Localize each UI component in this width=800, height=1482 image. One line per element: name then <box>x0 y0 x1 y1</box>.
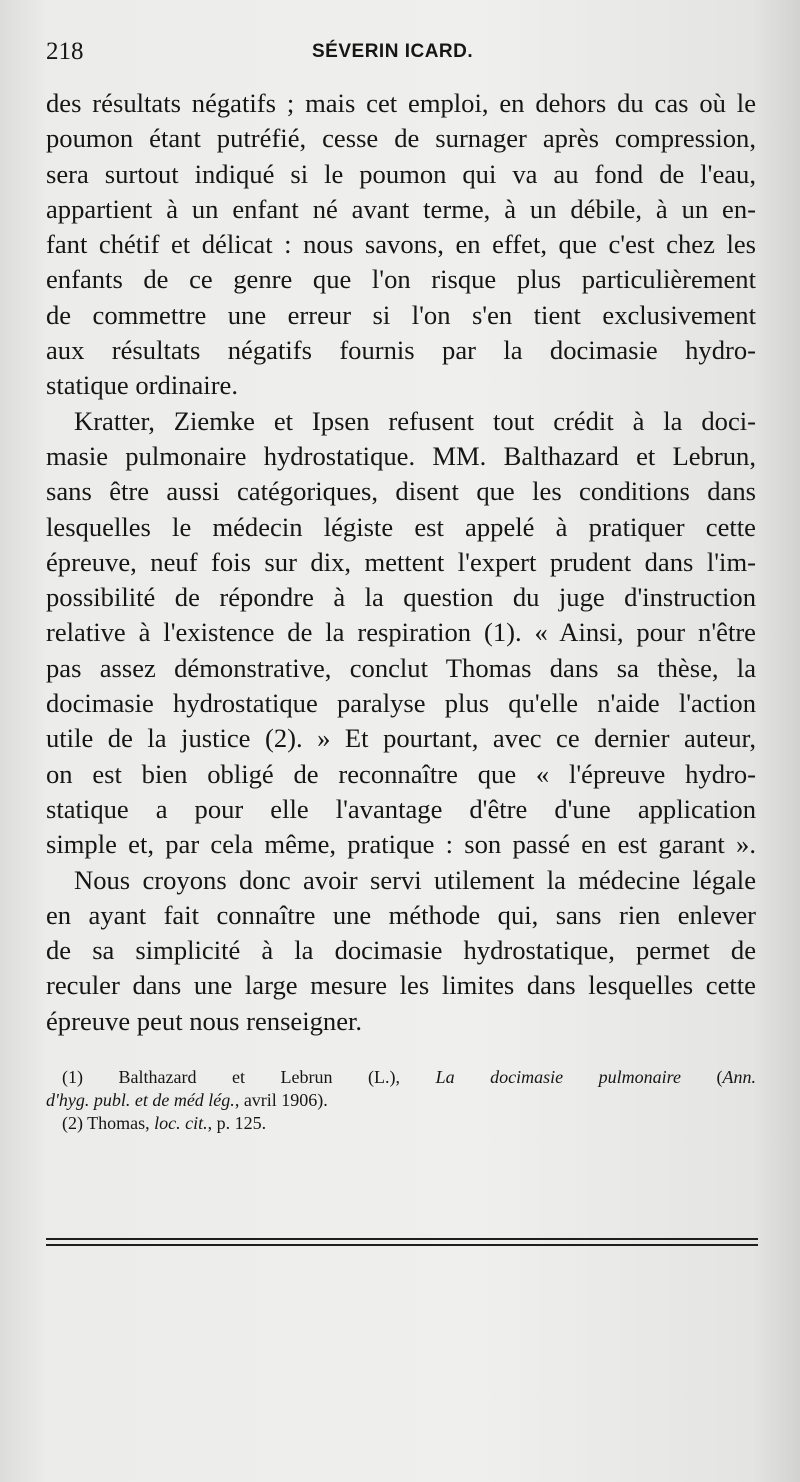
page-header <box>46 38 760 78</box>
text-line: masie pulmonaire hydrostatique. MM. Balthazard et Lebrun, <box>46 440 756 471</box>
text-line: aux résultats négatifs fournis par la docimasie hydro- <box>46 335 756 366</box>
text-line: épreuve, neuf fois sur dix, mettent l'expert prudent dans l'im- <box>46 546 756 577</box>
body-text <box>46 86 756 1039</box>
text-line: poumon étant putréfié, cesse de surnager après compression, <box>46 123 756 154</box>
footnote-1-paren: ( <box>680 1067 723 1087</box>
text-line: Nous croyons donc avoir servi utilement la médecine légale <box>74 864 756 895</box>
text-line: statique a pour elle l'avantage d'être d'une application <box>46 793 756 824</box>
text-line: docimasie hydrostatique paralyse plus qu'elle n'aide l'action <box>46 688 756 719</box>
text-line: en ayant fait connaître une méthode qui, sans rien enlever <box>46 899 756 930</box>
footnote-1-line-2 <box>46 1089 756 1112</box>
text-line: relative à l'existence de la respiration (1). « Ainsi, pour n'être <box>46 617 756 648</box>
footnote-1-journal: d'hyg. publ. et de méd lég. <box>46 1090 235 1110</box>
footnote-2 <box>46 1112 756 1135</box>
text-line: sans être aussi catégoriques, disent que les conditions dans <box>46 476 756 507</box>
text-line: simple et, par cela même, pratique : son passé en est garant ». <box>46 829 756 860</box>
footnote-1-authors: (1) Balthazard et Lebrun (L.), <box>62 1067 436 1087</box>
running-head: SÉVERIN ICARD. <box>312 41 474 62</box>
footnote-1-line-1 <box>46 1066 756 1089</box>
page-number: 218 <box>46 38 84 65</box>
text-line: de sa simplicité à la docimasie hydrostatique, permet de <box>46 935 756 966</box>
footnote-2-ref: loc. cit. <box>154 1113 208 1133</box>
text-line: enfants de ce genre que l'on risque plus particulièrement <box>46 264 756 295</box>
text-line: lesquelles le médecin légiste est appelé à pratiquer cette <box>46 511 756 542</box>
text-line: possibilité de répondre à la question du juge d'instruction <box>46 582 756 613</box>
text-line: pas assez démonstrative, conclut Thomas dans sa thèse, la <box>46 652 756 683</box>
text-line: utile de la justice (2). » Et pourtant, avec ce dernier auteur, <box>46 723 756 754</box>
footnote-2-page: , p. 125. <box>207 1113 267 1133</box>
divider-rule <box>46 1244 758 1246</box>
text-line: sera surtout indiqué si le poumon qui va au fond de l'eau, <box>46 158 756 189</box>
text-line: fant chétif et délicat : nous savons, en effet, que c'est chez les <box>46 229 756 260</box>
footnote-2-author: (2) Thomas, <box>62 1113 155 1133</box>
text-line: appartient à un enfant né avant terme, à un débile, à un en- <box>46 193 756 224</box>
text-line: de commettre une erreur si l'on s'en tient exclusivement <box>46 299 756 330</box>
text-line: épreuve peut nous renseigner. <box>46 1005 363 1036</box>
text-line: statique ordinaire. <box>46 370 238 401</box>
divider-rule <box>46 1238 758 1240</box>
footnote-1-date: , avril 1906). <box>234 1090 328 1110</box>
text-line: Kratter, Ziemke et Ipsen refusent tout crédit à la doci- <box>74 405 756 436</box>
footnote-1-title: La docimasie pulmonaire <box>435 1067 681 1087</box>
text-line: des résultats négatifs ; mais cet emploi, en dehors du cas où le <box>46 88 756 118</box>
footnotes <box>46 1066 756 1135</box>
text-line: reculer dans une large mesure les limites dans lesquelles cette <box>46 970 756 1001</box>
footnote-1-journal-start: Ann. <box>722 1067 756 1087</box>
text-line: on est bien obligé de reconnaître que « l'épreuve hydro- <box>46 758 756 789</box>
